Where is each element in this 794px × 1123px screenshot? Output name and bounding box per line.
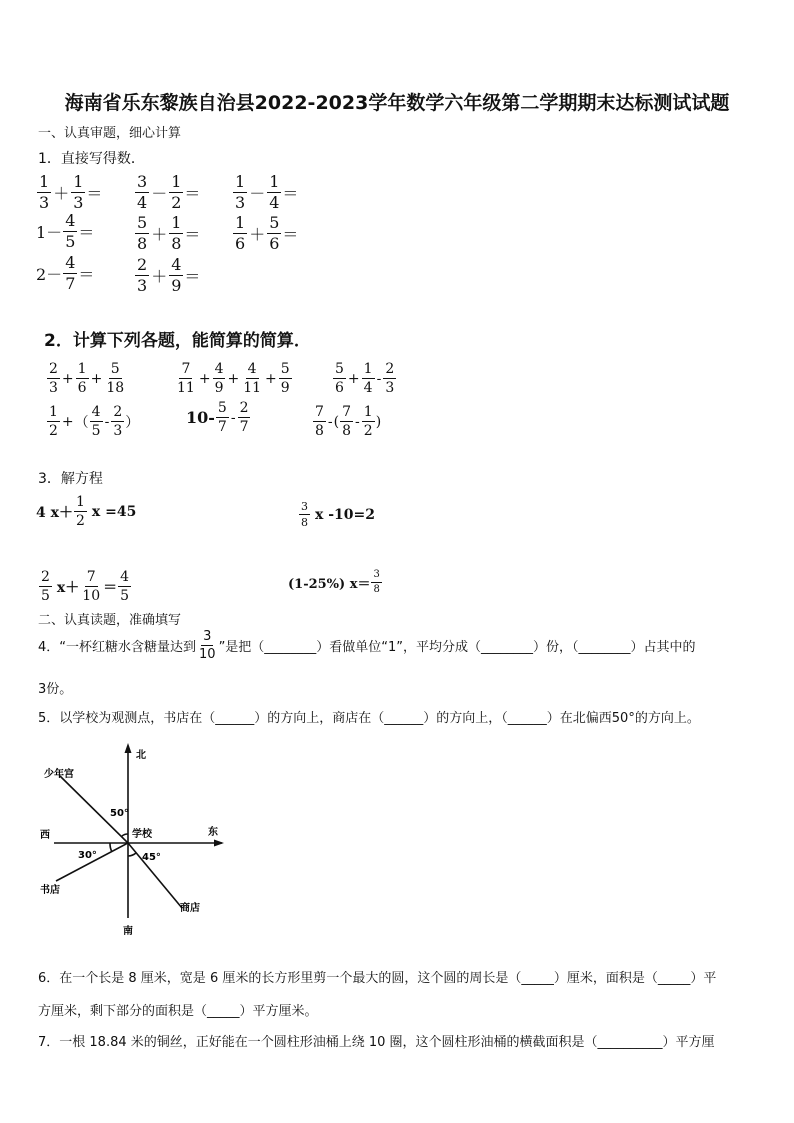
page-title: 海南省乐东黎族自治县2022-2023学年数学六年级第二学期期末达标测试试题 [64,92,730,114]
q2-expr-1: $\frac{2}{3}$ + $\frac{1}{6}$ + $\frac{5}{18}$ [49,361,125,396]
q1-item-3: $\frac{1}{3}$ － $\frac{1}{4}$ ＝ [235,172,299,212]
question-4: 4．“一杯红糖水含糖量达到 $\frac{3}{10}$ ”是把（________）看做单位“1”，平均分成（________）份，（________）占其中的 [38,629,696,662]
q1-item-1: $\frac{1}{3}$ ＋ $\frac{1}{3}$ ＝ [39,172,103,212]
label-bookstore: 书店 [40,885,60,896]
direction-diagram [30,740,230,940]
q2-expr-4: $\frac{1}{2}$ + （ $\frac{4}{5}$ - $\frac{2}{3}$ ） [49,404,140,439]
label-east: 东 [208,827,218,838]
q1-item-2: $\frac{3}{4}$ － $\frac{1}{2}$ ＝ [137,172,201,212]
question-4-line2: 3份。 [38,682,73,697]
angle-30-arc [110,843,112,852]
question-1-label: 1．直接写得数． [38,151,145,167]
label-angle-30: 30° [78,850,97,861]
label-school: 学校 [132,829,152,840]
label-angle-50: 50° [110,808,129,819]
label-shaonian: 少年宫 [44,769,74,780]
angle-45-arc [128,853,136,856]
q2-expr-3: $\frac{5}{6}$ + $\frac{1}{4}$ - $\frac{2}{3}$ [335,361,395,396]
question-3-label: 3．解方程 [38,471,103,487]
q2-expr-2: $\frac{7}{11}$ + $\frac{4}{9}$ + $\frac{4}{11}$ + $\frac{5}{9}$ [177,361,290,396]
question-2-label: 2．计算下列各题，能简算的简算． [44,331,311,351]
q1-item-7: 2－ $\frac{4}{7}$ ＝ [36,253,95,293]
east-arrow-icon [214,840,224,847]
north-arrow-icon [125,743,132,753]
label-west: 西 [40,830,50,841]
q1-item-8: $\frac{2}{3}$ ＋ $\frac{4}{9}$ ＝ [137,255,201,295]
angle-50-arc [122,834,128,836]
question-7-line1: 7．一根 18.84 米的铜丝，正好能在一个圆柱形油桶上绕 10 圈，这个圆柱形油桶的横截面积是（__________）平方厘 [38,1035,715,1050]
q3-equation-2: $\frac{3}{8}$ x -10=2 [301,500,375,529]
bookstore-ray [56,843,128,881]
q2-expr-6: $\frac{7}{8}$ - ( $\frac{7}{8}$ - $\frac{1}{2}$ ) [315,404,382,439]
question-6-line1: 6．在一个长是 8 厘米，宽是 6 厘米的长方形里剪一个最大的圆，这个圆的周长是（_____）厘米，面积是（_____）平 [38,971,717,986]
q3-equation-1: 4 x＋ $\frac{1}{2}$ x =45 [36,494,137,529]
q3-equation-3: $\frac{2}{5}$ x＋ $\frac{7}{10}$ ＝ $\frac{4}{5}$ [41,569,130,604]
q1-item-4: 1－ $\frac{4}{5}$ ＝ [36,211,95,251]
label-north: 北 [136,750,146,761]
q1-item-5: $\frac{5}{8}$ ＋ $\frac{1}{8}$ ＝ [137,213,201,253]
direction-diagram-svg [30,740,230,940]
q2-expr-5: 10- $\frac{5}{7}$ - $\frac{2}{7}$ [186,400,249,435]
q3-equation-4: (1-25%) x＝ $\frac{3}{8}$ [288,569,380,595]
question-5: 5．以学校为观测点，书店在（______）的方向上，商店在（______）的方向上，（______）在北偏西50°的方向上。 [38,711,700,726]
label-south: 南 [123,926,133,937]
label-shop: 商店 [180,903,200,914]
question-6-line2: 方厘米，剩下部分的面积是（_____）平方厘米。 [38,1004,318,1019]
q1-item-6: $\frac{1}{6}$ ＋ $\frac{5}{6}$ ＝ [235,213,299,253]
label-angle-45: 45° [142,852,161,863]
section-heading-1: 一、认真审题，细心计算 [38,126,182,141]
section-heading-2: 二、认真读题，准确填写 [38,613,182,628]
